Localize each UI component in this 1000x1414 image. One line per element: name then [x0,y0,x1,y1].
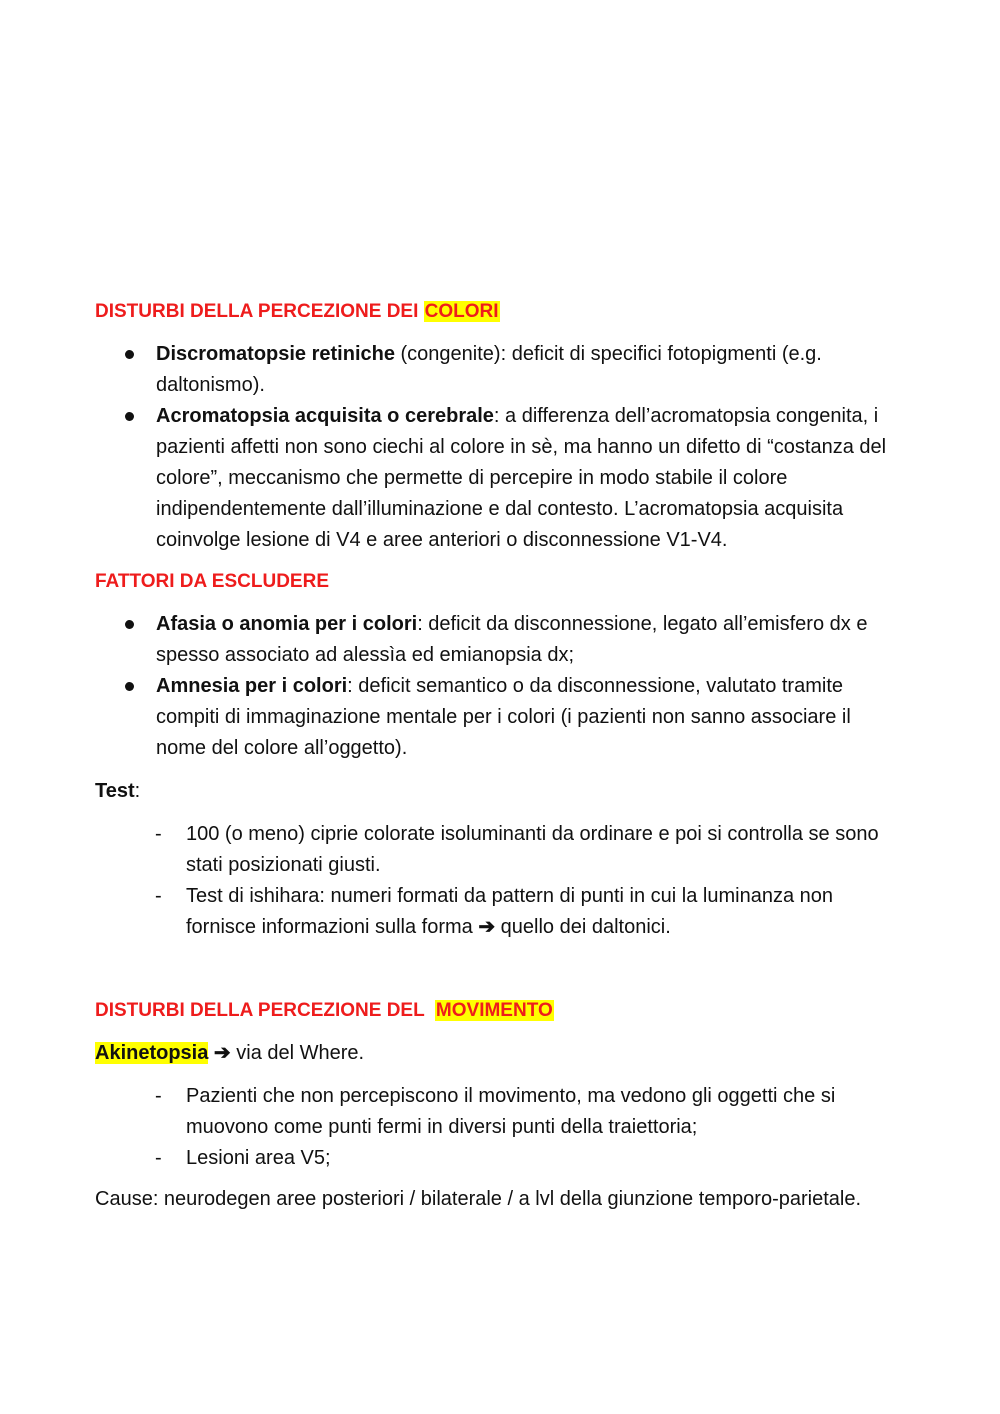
term: Discromatopsie retiniche [156,343,395,365]
dash-marker: - [155,1085,162,1107]
akinetopsia-text: via del Where. [230,1042,365,1064]
dash-list-akinetopsia [95,1081,905,1174]
list-item [95,609,905,671]
dash-list-test [95,819,905,943]
definition: : a differenza dell’acromatopsia congenita, i pazienti affetti non sono ciechi al colore in sè, ma hanno un difetto di “costanza del colore”, meccanismo che permette di percepire in modo stabile il colore indipendentemente dall’illuminazione e dal contesto. L’acromatopsia acquisita coinvolge lesione di V4 e aree anteriori o disconnessione V1-V4. [156,405,887,551]
list-item [95,881,905,943]
test-label [95,776,905,807]
term: Amnesia per i colori [156,675,348,697]
heading-highlight: MOVIMENTO [435,1000,553,1021]
document-body [95,296,905,1215]
list-item [95,339,905,401]
item-text: Test di ishihara: numeri formati da pattern di punti in cui la luminanza non fornisce informazioni sulla forma [186,885,834,938]
term: Acromatopsia acquisita o cerebrale [156,405,494,427]
spacer [95,953,905,995]
list-item [95,671,905,764]
list-item [95,1081,905,1143]
item-text-after: quello dei daltonici. [495,916,671,938]
section-heading-colori [95,296,905,327]
test-label-bold: Test [95,780,135,802]
definition: : deficit semantico o da disconnessione, valutato tramite compiti di immaginazione mentale per i colori (i pazienti non sanno associare il nome del colore all’oggetto). [156,675,851,759]
akinetopsia-term: Akinetopsia [95,1042,209,1064]
test-label-colon: : [134,780,141,802]
bullet-icon [125,350,134,359]
bullet-icon [125,620,134,629]
definition: : deficit da disconnessione, legato all’emisfero dx e spesso associato ad alessìa ed emianopsia dx; [156,613,868,666]
bullet-icon [125,682,134,691]
item-text: Pazienti che non percepiscono il movimento, ma vedono gli oggetti che si muovono come punti fermi in diversi punti della traiettoria; [186,1085,836,1138]
bullet-list-fattori [95,609,905,764]
list-item [95,401,905,556]
item-text: 100 (o meno) ciprie colorate isoluminanti da ordinare e poi si controlla se sono stati posizionati giusti. [186,823,879,876]
list-item [95,819,905,881]
causes-paragraph: Cause: neurodegen aree posteriori / bilaterale / a lvl della giunzione temporo-parietale. [95,1188,862,1210]
list-item [95,1143,905,1174]
arrow-right-icon: ➔ [478,916,496,938]
bullet-list-colori [95,339,905,556]
heading-highlight: COLORI [424,301,499,322]
section-heading-movimento [95,995,905,1026]
akinetopsia-line [95,1038,905,1069]
term: Afasia o anomia per i colori [156,613,418,635]
item-text: Lesioni area V5; [186,1147,331,1169]
dash-marker: - [155,885,162,907]
arrow-right-icon: ➔ [213,1042,231,1064]
definition: (congenite): deficit di specifici fotopigmenti (e.g. daltonismo). [156,343,822,396]
heading-text: DISTURBI DELLA PERCEZIONE DEL [95,1000,435,1021]
bullet-icon [125,412,134,421]
section-heading-fattori: FATTORI DA ESCLUDERE [95,571,329,592]
heading-text: DISTURBI DELLA PERCEZIONE DEI [95,301,424,322]
dash-marker: - [155,1147,162,1169]
dash-marker: - [155,823,162,845]
